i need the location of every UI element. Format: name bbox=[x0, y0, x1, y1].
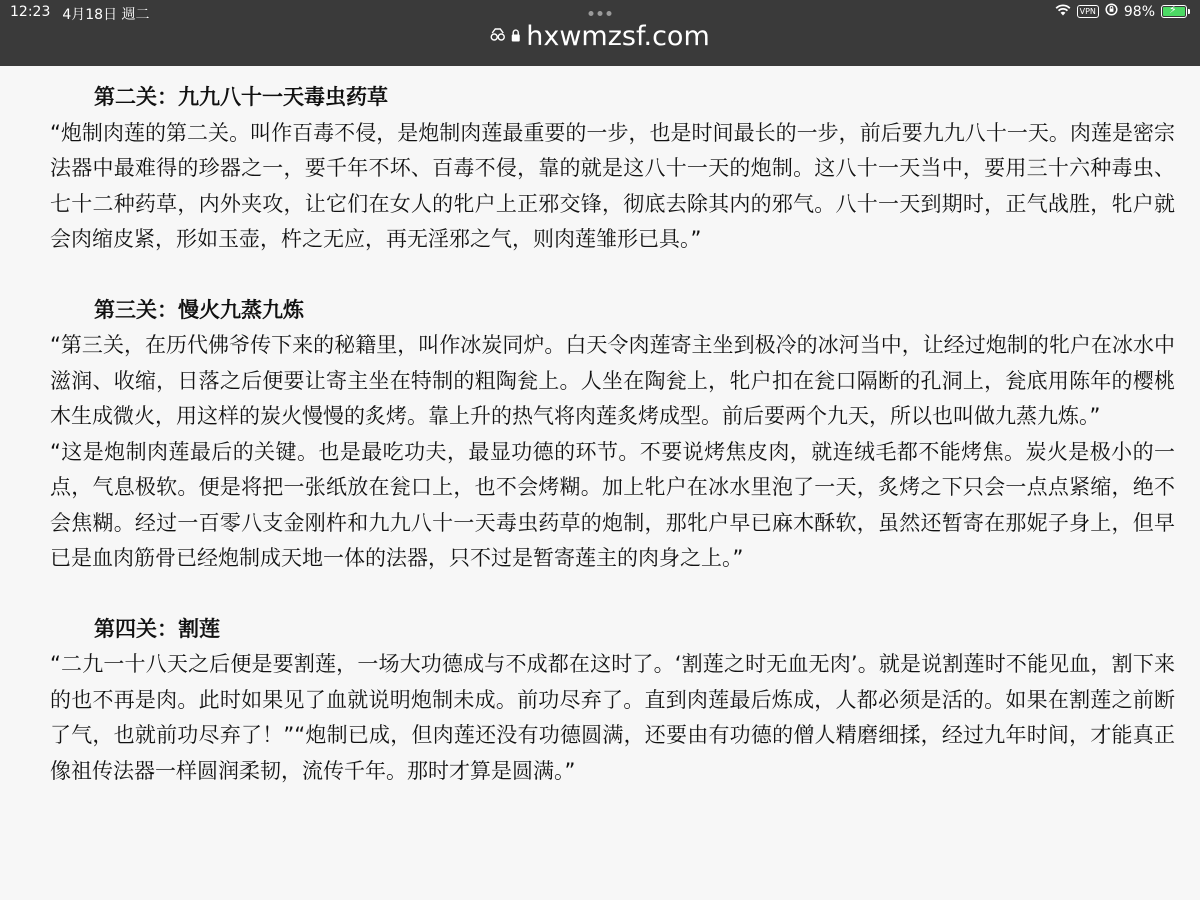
status-bar-left bbox=[10, 4, 150, 24]
section-2 bbox=[50, 80, 1175, 258]
status-time: 12:23 bbox=[10, 4, 51, 20]
battery-icon: ⚡ bbox=[1161, 5, 1187, 18]
section-3 bbox=[50, 293, 1175, 577]
section-4 bbox=[50, 612, 1175, 790]
section-paragraph: “这是炮制肉莲最后的关键。也是最吃功夫，最显功德的环节。不要说烤焦皮肉，就连绒毛都不能烤焦。炭火是极小的一点，气息极软。便是将把一张纸放在瓮口上，也不会烤糊。加上牝户在冰水里泡了一天，炙烤之下只会一点点紧缩，绝不会焦糊。经过一百零八支金刚杵和九九八十一天毒虫药草的炮制，那牝户早已麻木酥软，虽然还暂寄在那妮子身上，但早已是血肉筋骨已经炮制成天地一体的法器，只不过是暂寄莲主的肉身之上。” bbox=[50, 439, 1175, 570]
url-text[interactable]: hxwmzsf.com bbox=[526, 21, 710, 52]
section-paragraph: “炮制肉莲的第二关。叫作百毒不侵，是炮制肉莲最重要的一步，也是时间最长的一步，前后要九九八十一天。肉莲是密宗法器中最难得的珍器之一，要千年不坏、百毒不侵，靠的就是这八十一天的炮制。这八十一天当中，要用三十六种毒虫、七十二种药草，内外夹攻，让它们在女人的牝户上正邪交锋，彻底去除其内的邪气。八十一天到期时，正气战胜，牝户就会肉缩皮紧，形如玉壶，杵之无应，再无淫邪之气，则肉莲雏形已具。” bbox=[50, 120, 1175, 251]
wifi-icon bbox=[1055, 4, 1071, 20]
article-content bbox=[50, 80, 1175, 789]
status-bar-right bbox=[1055, 3, 1190, 20]
section-spacer bbox=[50, 258, 1175, 293]
section-spacer bbox=[50, 577, 1175, 612]
vpn-badge: VPN bbox=[1077, 5, 1099, 18]
address-bar[interactable] bbox=[490, 21, 710, 52]
reader-settings-icon[interactable] bbox=[490, 27, 505, 46]
section-paragraph: “二九一十八天之后便是要割莲，一场大功德成与不成都在这时了。‘割莲之时无血无肉’。就是说割莲时不能见血，割下来的也不再是肉。此时如果见了血就说明炮制未成。前功尽弃了。直到肉莲最后炼成，人都必须是活的。如果在割莲之前断了气，也就前功尽弃了！”“炮制已成，但肉莲还没有功德圆满，还要由有功德的僧人精磨细揉，经过九年时间，才能真正像祖传法器一样圆润柔韧，流传千年。那时才算是圆满。” bbox=[50, 652, 1175, 783]
lock-icon bbox=[511, 27, 520, 46]
section-paragraph: “第三关，在历代佛爷传下来的秘籍里，叫作冰炭同炉。白天令肉莲寄主坐到极冷的冰河当中，让经过炮制的牝户在冰水中滋润、收缩，日落之后便要让寄主坐在特制的粗陶瓮上。人坐在陶瓮上，牝户扣在瓮口隔断的孔洞上，瓮底用陈年的樱桃木生成微火，用这样的炭火慢慢的炙烤。靠上升的热气将肉莲炙烤成型。前后要两个九天，所以也叫做九蒸九炼。” bbox=[50, 333, 1175, 428]
browser-top-bar bbox=[0, 0, 1200, 66]
battery-tip bbox=[1188, 9, 1190, 14]
orientation-lock-icon bbox=[1105, 3, 1118, 20]
section-heading: 第二关：九九八十一天毒虫药草 bbox=[94, 85, 388, 109]
section-heading: 第四关：割莲 bbox=[94, 616, 220, 641]
section-heading: 第三关：慢火九蒸九炼 bbox=[94, 297, 304, 322]
battery-percentage: 98% bbox=[1123, 3, 1155, 20]
multitasking-dots-icon[interactable] bbox=[589, 11, 612, 16]
status-date: 4月18日 週二 bbox=[62, 7, 150, 23]
